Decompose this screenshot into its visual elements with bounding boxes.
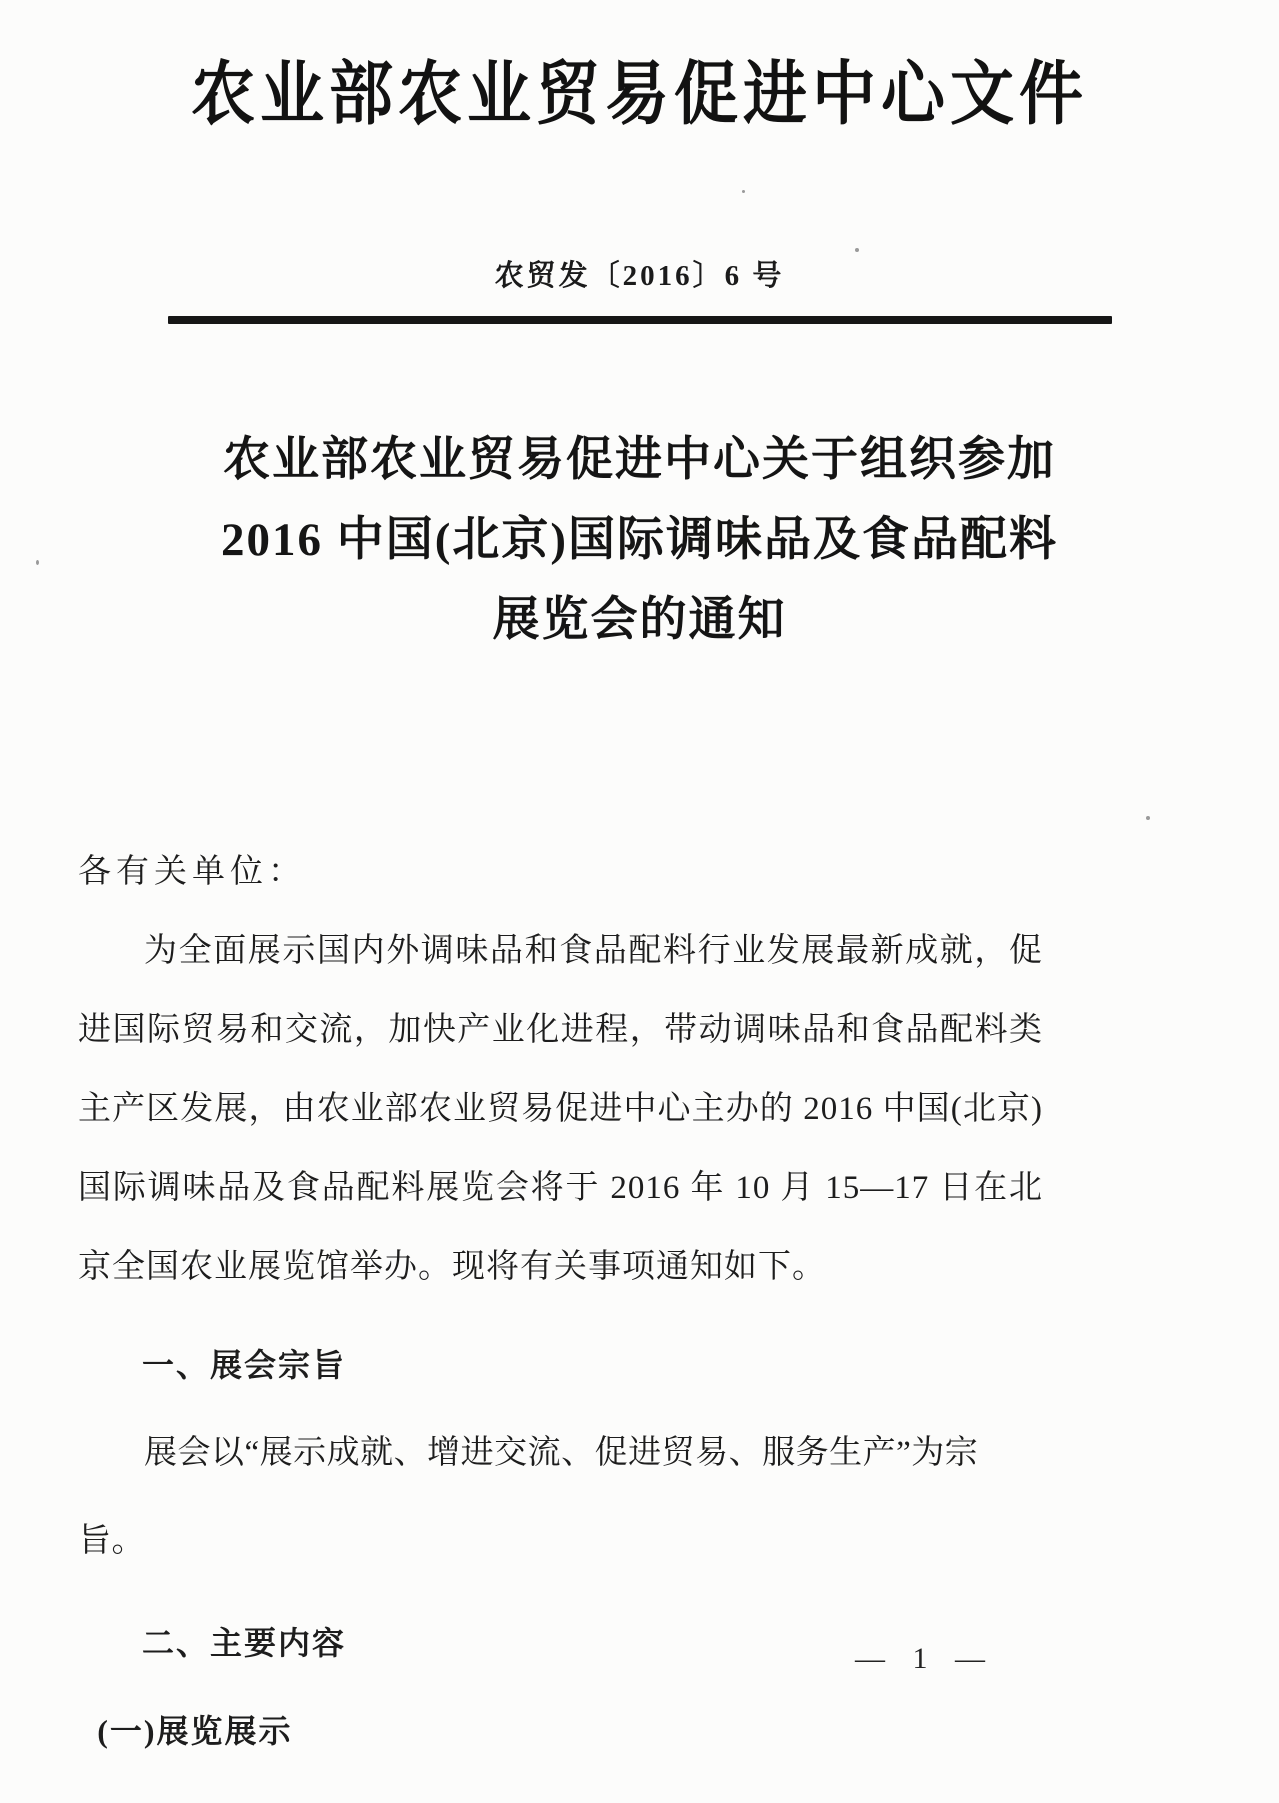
opening-paragraph: 为全面展示国内外调味品和食品配料行业发展最新成就，促进国际贸易和交流，加快产业化进程，带动调味品和食品配料类主产区发展，由农业部农业贸易促进中心主办的 2016 中国(北京)国际调味品及食品配料展览会将于 2016 年 10 月 15—17 日在北京全国农业展览馆举办。现将有关事项通知如下。: [78, 933, 1043, 1285]
header-divider-rule: [168, 316, 1112, 324]
scan-speck: [742, 190, 745, 193]
section-1-text: 展会以“展示成就、增进交流、促进贸易、服务生产”为宗旨。: [78, 1435, 979, 1559]
scan-speck: [36, 560, 39, 565]
scan-speck: [855, 248, 859, 252]
letterhead-banner: 农业部农业贸易促进中心文件: [191, 56, 1088, 133]
document-body: [78, 846, 1043, 1775]
title-line-2: 2016 中国(北京)国际调味品及食品配料: [220, 514, 1059, 566]
section-2-heading: 二、主要内容: [142, 1625, 347, 1661]
title-line-1: 农业部农业贸易促进中心关于组织参加: [223, 434, 1056, 486]
scan-speck: [1146, 816, 1150, 820]
section-2-subsection-heading: (一)展览展示: [97, 1713, 293, 1749]
title-line-3: 展览会的通知: [492, 594, 787, 646]
document-number: 农贸发〔2016〕6 号: [494, 260, 785, 292]
document-title: [0, 420, 1279, 660]
salutation: 各有关单位：: [78, 854, 306, 890]
section-1-heading: 一、展会宗旨: [142, 1347, 347, 1383]
page-number: — 1 —: [855, 1642, 995, 1675]
